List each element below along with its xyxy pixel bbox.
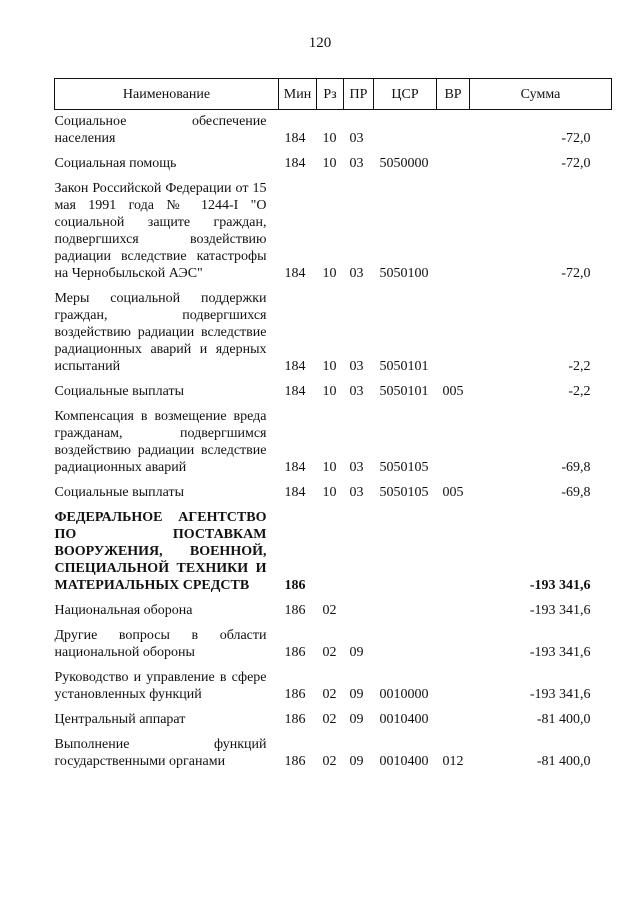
cell-pr: 09 bbox=[349, 754, 364, 769]
cell-pr: 09 bbox=[349, 687, 364, 702]
cell-sum: -72,0 bbox=[561, 156, 591, 171]
cell-min: 186 bbox=[284, 645, 306, 660]
cell-name: Выполнение функций государственными органами bbox=[54, 737, 267, 769]
header-rz: Рз bbox=[317, 79, 344, 110]
cell-sum: -72,0 bbox=[561, 266, 591, 281]
cell-vr bbox=[437, 282, 470, 375]
cell-sum: -81 400,0 bbox=[536, 712, 591, 727]
cell-rz: 10 bbox=[322, 131, 337, 146]
cell-name: Другие вопросы в области национальной обороны bbox=[54, 628, 267, 660]
header-pr: ПР bbox=[344, 79, 374, 110]
cell-csr: 0010000 bbox=[379, 687, 429, 702]
cell-name: Меры социальной поддержки граждан, подвергшихся воздействию радиации вследствие радиационных аварий и ядерных испытаний bbox=[54, 291, 267, 374]
cell-name: Национальная оборона bbox=[54, 603, 193, 618]
cell-min: 184 bbox=[284, 485, 306, 500]
cell-min: 186 bbox=[284, 603, 306, 618]
table-row bbox=[55, 703, 612, 728]
cell-min: 184 bbox=[284, 460, 306, 475]
cell-pr: 03 bbox=[349, 131, 364, 146]
cell-name: Закон Российской Федерации от 15 мая 1991 года № 1244-I "О социальной защите граждан, подвергшихся воздействию радиации вследствие катастрофы на Чернобыльской АЭС" bbox=[54, 181, 267, 281]
cell-csr: 5050101 bbox=[379, 359, 429, 374]
cell-csr: 0010400 bbox=[379, 712, 429, 727]
cell-min: 186 bbox=[284, 754, 306, 769]
cell-csr bbox=[374, 501, 437, 594]
cell-vr: 005 bbox=[442, 384, 464, 399]
cell-vr: 012 bbox=[442, 754, 464, 769]
cell-csr: 5050105 bbox=[379, 460, 429, 475]
cell-pr bbox=[344, 501, 374, 594]
cell-csr: 5050100 bbox=[379, 266, 429, 281]
cell-pr: 09 bbox=[349, 645, 364, 660]
cell-rz: 10 bbox=[322, 485, 337, 500]
header-sum: Сумма bbox=[470, 79, 612, 110]
cell-name: Руководство и управление в сфере установленных функций bbox=[54, 670, 267, 702]
cell-sum: -193 341,6 bbox=[529, 687, 591, 702]
cell-vr bbox=[437, 661, 470, 703]
cell-sum: -2,2 bbox=[568, 384, 591, 399]
cell-name: Социальные выплаты bbox=[54, 384, 185, 399]
table-header bbox=[55, 79, 612, 110]
cell-pr: 03 bbox=[349, 266, 364, 281]
cell-rz bbox=[317, 501, 344, 594]
cell-min: 186 bbox=[284, 578, 306, 593]
cell-rz: 02 bbox=[322, 754, 337, 769]
table-row bbox=[55, 110, 612, 148]
header-min: Мин bbox=[279, 79, 317, 110]
cell-min: 184 bbox=[284, 359, 306, 374]
cell-min: 184 bbox=[284, 131, 306, 146]
cell-rz: 10 bbox=[322, 156, 337, 171]
cell-vr bbox=[437, 501, 470, 594]
table-row bbox=[55, 501, 612, 594]
cell-min: 186 bbox=[284, 687, 306, 702]
cell-csr: 0010400 bbox=[379, 754, 429, 769]
header-csr: ЦСР bbox=[374, 79, 437, 110]
cell-min: 184 bbox=[284, 384, 306, 399]
cell-name: ФЕДЕРАЛЬНОЕ АГЕНТСТВО ПО ПОСТАВКАМ ВООРУЖЕНИЯ, ВОЕННОЙ, СПЕЦИАЛЬНОЙ ТЕХНИКИ И МАТЕРИАЛЬНЫХ СРЕДСТВ bbox=[54, 510, 267, 593]
cell-pr bbox=[344, 594, 374, 619]
cell-name: Компенсация в возмещение вреда гражданам, подвергшимся воздействию радиации вследствие радиационных аварий bbox=[54, 409, 267, 475]
cell-sum: -72,0 bbox=[561, 131, 591, 146]
table-body bbox=[55, 110, 612, 771]
cell-pr: 03 bbox=[349, 485, 364, 500]
cell-rz: 10 bbox=[322, 384, 337, 399]
cell-pr: 03 bbox=[349, 460, 364, 475]
table-row bbox=[55, 594, 612, 619]
table-row bbox=[55, 282, 612, 375]
cell-name: Социальные выплаты bbox=[54, 485, 185, 500]
table-row bbox=[55, 661, 612, 703]
cell-min: 184 bbox=[284, 266, 306, 281]
cell-csr bbox=[374, 594, 437, 619]
table-row bbox=[55, 147, 612, 172]
budget-table bbox=[54, 78, 612, 770]
cell-vr bbox=[437, 594, 470, 619]
page-number: 120 bbox=[308, 35, 332, 51]
cell-sum: -81 400,0 bbox=[536, 754, 591, 769]
cell-csr: 5050000 bbox=[379, 156, 429, 171]
cell-vr bbox=[437, 703, 470, 728]
cell-vr: 005 bbox=[442, 485, 464, 500]
header-vr: ВР bbox=[437, 79, 470, 110]
table-row bbox=[55, 375, 612, 400]
cell-rz: 02 bbox=[322, 645, 337, 660]
table-row bbox=[55, 476, 612, 501]
cell-sum: -2,2 bbox=[568, 359, 591, 374]
table-row bbox=[55, 728, 612, 770]
cell-rz: 02 bbox=[322, 687, 337, 702]
table-row bbox=[55, 400, 612, 476]
cell-sum: -193 341,6 bbox=[529, 603, 591, 618]
cell-rz: 10 bbox=[322, 359, 337, 374]
cell-sum: -69,8 bbox=[561, 460, 591, 475]
cell-csr bbox=[374, 619, 437, 661]
cell-vr bbox=[437, 619, 470, 661]
cell-name: Социальное обеспечение населения bbox=[54, 114, 267, 146]
cell-sum: -193 341,6 bbox=[529, 645, 591, 660]
cell-pr: 03 bbox=[349, 384, 364, 399]
cell-name: Центральный аппарат bbox=[54, 712, 186, 727]
cell-vr bbox=[437, 147, 470, 172]
cell-rz: 10 bbox=[322, 460, 337, 475]
table-row bbox=[55, 172, 612, 282]
cell-rz: 10 bbox=[322, 266, 337, 281]
table-row bbox=[55, 619, 612, 661]
cell-rz: 02 bbox=[322, 712, 337, 727]
cell-min: 186 bbox=[284, 712, 306, 727]
cell-pr: 09 bbox=[349, 712, 364, 727]
cell-vr bbox=[437, 110, 470, 148]
header-name: Наименование bbox=[55, 79, 279, 110]
cell-csr bbox=[374, 110, 437, 148]
cell-min: 184 bbox=[284, 156, 306, 171]
cell-name: Социальная помощь bbox=[54, 156, 177, 171]
cell-pr: 03 bbox=[349, 156, 364, 171]
cell-csr: 5050105 bbox=[379, 485, 429, 500]
cell-vr bbox=[437, 172, 470, 282]
cell-sum: -69,8 bbox=[561, 485, 591, 500]
cell-sum: -193 341,6 bbox=[529, 578, 591, 593]
cell-pr: 03 bbox=[349, 359, 364, 374]
cell-vr bbox=[437, 400, 470, 476]
cell-rz: 02 bbox=[322, 603, 337, 618]
cell-csr: 5050101 bbox=[379, 384, 429, 399]
